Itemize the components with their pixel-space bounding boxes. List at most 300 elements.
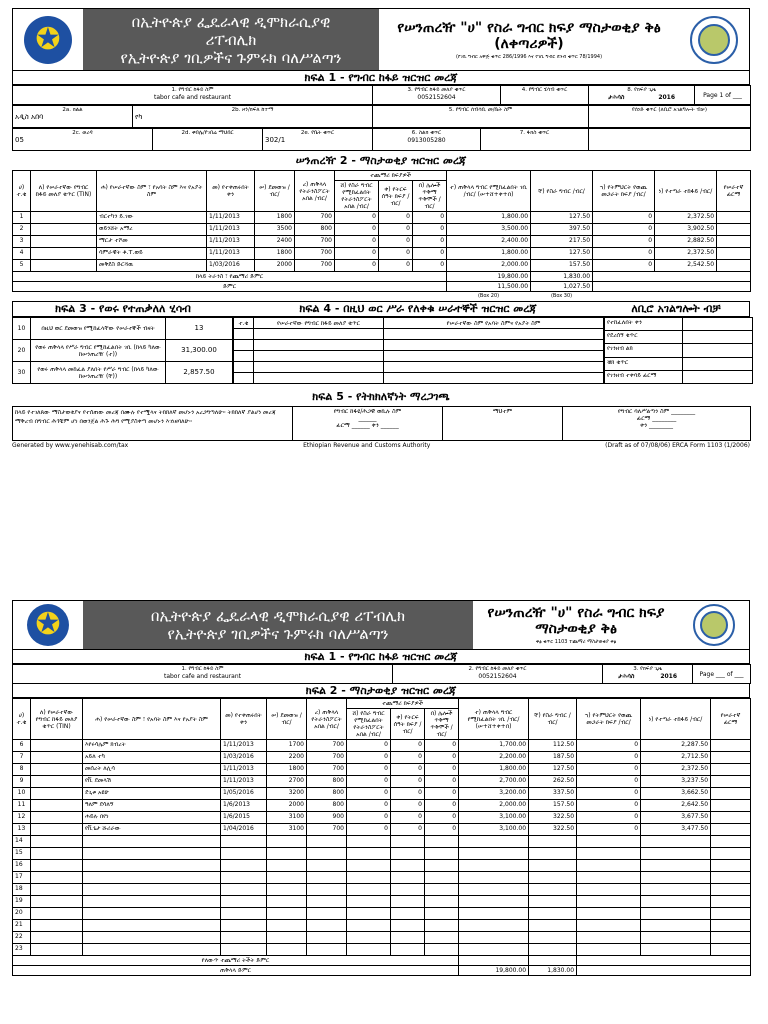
employee-signature[interactable]: [711, 896, 751, 908]
hire-date: 1/05/2016: [221, 788, 267, 800]
taxable-transport: 0: [347, 800, 391, 812]
employee-tin[interactable]: [31, 848, 83, 860]
taxpayer-name-field[interactable]: tabor cafe and restaurant: [153, 94, 232, 101]
employee-signature[interactable]: [717, 260, 751, 272]
overtime[interactable]: [391, 896, 425, 908]
transport-allowance[interactable]: [307, 836, 347, 848]
other-benefits[interactable]: [425, 848, 459, 860]
salary[interactable]: [267, 884, 307, 896]
zone-field[interactable]: የካ: [135, 113, 143, 121]
officer-name-label: የግብር ባለሥልጣን ስም: [617, 408, 670, 415]
employee-name[interactable]: [83, 932, 221, 944]
col-header-tax: ቸ) የስራ ግብር /ብር/: [531, 171, 593, 212]
employee-name[interactable]: [83, 896, 221, 908]
transport-allowance[interactable]: [307, 908, 347, 920]
salary: 3500: [255, 224, 295, 236]
taxpayer-name-field[interactable]: tabor cafe and restaurant: [163, 673, 242, 680]
income-tax[interactable]: [529, 920, 577, 932]
salary[interactable]: [267, 848, 307, 860]
transport-allowance[interactable]: [307, 896, 347, 908]
cost-sharing[interactable]: [577, 836, 641, 848]
summary-rows: [13, 318, 233, 384]
income-tax: 187.50: [529, 752, 577, 764]
taxable-transport[interactable]: [347, 908, 391, 920]
salary: 2700: [267, 776, 307, 788]
table-row: [13, 248, 751, 260]
cost-sharing[interactable]: [577, 932, 641, 944]
period-month-field[interactable]: ታሕሳስ: [607, 94, 625, 101]
income-tax[interactable]: [529, 860, 577, 872]
overtime[interactable]: [391, 860, 425, 872]
cost-sharing[interactable]: [577, 872, 641, 884]
overtime[interactable]: [391, 884, 425, 896]
overtime[interactable]: [391, 848, 425, 860]
employee-tin[interactable]: [31, 920, 83, 932]
employee-signature[interactable]: [717, 236, 751, 248]
house-number-field[interactable]: 302/1: [265, 136, 286, 144]
net-pay[interactable]: [641, 944, 711, 956]
net-pay: 2,372.50: [655, 248, 717, 260]
transport-allowance: 700: [307, 740, 347, 752]
row-number: 4: [13, 248, 31, 260]
page-footer: [12, 441, 750, 450]
row-number: 18: [13, 884, 31, 896]
employee-tin[interactable]: [31, 884, 83, 896]
hire-date[interactable]: [221, 860, 267, 872]
taxable-income[interactable]: [459, 884, 529, 896]
taxable-transport[interactable]: [347, 872, 391, 884]
overtime[interactable]: [391, 872, 425, 884]
employee-name: የቪጌታ ሹሪራው: [83, 824, 221, 836]
net-pay: 2,287.50: [641, 740, 711, 752]
employee-tin[interactable]: [31, 872, 83, 884]
salary: 1700: [267, 740, 307, 752]
income-tax: 262.50: [529, 776, 577, 788]
document-number-label: የሰነድ ቁጥር (ለቢሮ አገልግሎት ብቻ): [631, 107, 707, 113]
taxpayer-name-label: 1. የግብር ከፋይ ስም: [181, 666, 224, 672]
employee-signature[interactable]: [711, 920, 751, 932]
taxable-transport[interactable]: [347, 836, 391, 848]
col-header-net-pay: ነ) የተጣራ ተከፋይ /ብር/: [641, 699, 711, 740]
overtime[interactable]: [391, 944, 425, 956]
taxable-transport[interactable]: [347, 848, 391, 860]
tin-field[interactable]: 0052152604: [478, 673, 517, 680]
transport-allowance: 700: [295, 260, 335, 272]
income-tax: 322.50: [529, 812, 577, 824]
taxable-income: 3,100.00: [459, 812, 529, 824]
employee-tin[interactable]: [31, 836, 83, 848]
col-header-signature: የሠራተኛ ፊርማ: [711, 699, 751, 740]
cost-sharing[interactable]: [577, 944, 641, 956]
kebele-label: 2d. ቀበሌ/የገበሬ ማህበር: [181, 130, 234, 136]
income-tax[interactable]: [529, 836, 577, 848]
income-tax[interactable]: [529, 884, 577, 896]
salary: 3100: [267, 824, 307, 836]
taxable-income[interactable]: [459, 920, 529, 932]
salary: 1800: [255, 248, 295, 260]
row-number: 3: [13, 236, 31, 248]
employee-signature[interactable]: [711, 944, 751, 956]
office-field-value[interactable]: [683, 318, 753, 331]
erca-seal-logo: [679, 601, 749, 649]
employee-signature[interactable]: [711, 872, 751, 884]
income-tax[interactable]: [529, 944, 577, 956]
salary[interactable]: [267, 896, 307, 908]
salary[interactable]: [267, 860, 307, 872]
net-pay: 3,902.50: [655, 224, 717, 236]
row-number: 19: [13, 896, 31, 908]
net-pay[interactable]: [641, 836, 711, 848]
summary-value[interactable]: 13: [166, 318, 233, 340]
employee-tin: [31, 800, 83, 812]
row-number: 11: [13, 800, 31, 812]
empty-table-row: [13, 932, 751, 944]
other-benefits: 0: [413, 236, 447, 248]
salary[interactable]: [267, 944, 307, 956]
income-tax[interactable]: [529, 932, 577, 944]
employee-name: ሐይሉ በየነ: [83, 812, 221, 824]
hire-date: 1/6/2013: [221, 800, 267, 812]
employee-signature[interactable]: [711, 884, 751, 896]
form-title: የሠንጠረዥ "ሀ" የስራ ግብር ክፍያ ማስታወቂያ ቅፅ: [487, 605, 665, 637]
cost-sharing: 0: [577, 788, 641, 800]
other-benefits[interactable]: [425, 884, 459, 896]
taxable-income[interactable]: [459, 836, 529, 848]
transport-allowance[interactable]: [307, 884, 347, 896]
other-benefits[interactable]: [425, 920, 459, 932]
employee-tin: [31, 248, 97, 260]
left-col-tin: የሠራተኛው የግብር ከፋይ መለያ ቁጥር: [254, 318, 384, 329]
row-number: 5: [13, 260, 31, 272]
row-number: 1: [13, 212, 31, 224]
cost-sharing: 0: [577, 800, 641, 812]
salary: 2000: [255, 260, 295, 272]
section-1-title: ክፍል 1 - የግብር ከፋይ ዝርዝር መረጃ: [12, 71, 750, 85]
declarant-signature-label: ፊርማ: [336, 422, 350, 429]
employee-tin[interactable]: [31, 860, 83, 872]
taxable-transport: 0: [347, 740, 391, 752]
tin-field[interactable]: 0052152604: [417, 94, 456, 101]
hire-date: 1/6/2015: [221, 812, 267, 824]
transport-allowance: 800: [307, 800, 347, 812]
summary-value[interactable]: 2,857.50: [166, 362, 233, 384]
net-pay[interactable]: [641, 908, 711, 920]
taxable-income[interactable]: [459, 908, 529, 920]
col-header-tin: ለ) የሠራተኛው የግብር ከፋይ መለያ ቁጥር (TIN): [31, 699, 83, 740]
other-benefits[interactable]: [425, 944, 459, 956]
income-tax[interactable]: [529, 848, 577, 860]
cost-sharing: 0: [577, 740, 641, 752]
other-benefits[interactable]: [425, 860, 459, 872]
net-pay[interactable]: [641, 848, 711, 860]
payment-period-label: 3. የክፍያ ጊዜ: [633, 666, 662, 672]
employee-signature[interactable]: [711, 800, 751, 812]
income-tax: 157.50: [531, 260, 593, 272]
employee-tin: [31, 212, 97, 224]
hire-date[interactable]: [221, 920, 267, 932]
other-benefits[interactable]: [425, 932, 459, 944]
taxable-income: 1,700.00: [459, 740, 529, 752]
hire-date[interactable]: [221, 932, 267, 944]
employee-name[interactable]: [83, 860, 221, 872]
summary-value[interactable]: 31,300.00: [166, 340, 233, 362]
erca-seal-logo: [679, 9, 749, 70]
hire-date[interactable]: [221, 884, 267, 896]
net-pay[interactable]: [641, 920, 711, 932]
net-pay: 2,372.50: [655, 212, 717, 224]
col-header-tin: ለ) የሠራተኛው የግብር ከፋይ መለያ ቁጥር (TIN): [31, 171, 97, 212]
salary[interactable]: [267, 920, 307, 932]
cost-sharing[interactable]: [577, 920, 641, 932]
employee-signature[interactable]: [717, 248, 751, 260]
taxable-income[interactable]: [459, 932, 529, 944]
col-header-taxable-income: ተ) ጠቅላላ ግብር የሚከፈልበት ገቢ /ብር/ (ሠ+ሸ+ቀ+በ): [447, 171, 531, 212]
cost-sharing: 0: [577, 776, 641, 788]
table-row: [13, 764, 751, 776]
row-number: 10: [13, 788, 31, 800]
empty-table-row: [13, 896, 751, 908]
cost-sharing[interactable]: [577, 896, 641, 908]
hire-date[interactable]: [221, 944, 267, 956]
employee-tin[interactable]: [31, 908, 83, 920]
cost-sharing[interactable]: [577, 884, 641, 896]
salary[interactable]: [267, 908, 307, 920]
left-employees-table: [233, 317, 604, 384]
employee-signature[interactable]: [711, 824, 751, 836]
taxable-transport[interactable]: [347, 944, 391, 956]
other-benefits[interactable]: [425, 836, 459, 848]
transport-allowance: 700: [307, 752, 347, 764]
employee-signature[interactable]: [711, 932, 751, 944]
taxable-income: 1,800.00: [447, 212, 531, 224]
overtime[interactable]: [391, 920, 425, 932]
region-field[interactable]: አዲስ አበባ: [15, 113, 44, 121]
taxable-transport: 0: [347, 824, 391, 836]
taxable-transport[interactable]: [347, 884, 391, 896]
employee-signature[interactable]: [711, 740, 751, 752]
table-row: [13, 812, 751, 824]
section-4-title: ክፍል 4 - በዚህ ወር ሥራ የለቀቁ ሠራተኞች ዝርዝር መረጃ: [299, 302, 537, 315]
cost-sharing[interactable]: [577, 860, 641, 872]
row-number: 20: [13, 908, 31, 920]
employee-name[interactable]: [83, 920, 221, 932]
other-benefits: 0: [425, 776, 459, 788]
section-3-4-titles: [12, 301, 750, 317]
net-pay[interactable]: [641, 860, 711, 872]
employee-signature[interactable]: [717, 212, 751, 224]
row-number: 13: [13, 824, 31, 836]
period-year-field[interactable]: 2016: [660, 673, 678, 680]
government-title-p2: [83, 601, 473, 649]
employee-signature[interactable]: [711, 860, 751, 872]
hire-date[interactable]: [221, 836, 267, 848]
employee-name: ደጊቱ አዩሁ: [83, 788, 221, 800]
monthly-summary-table: [12, 317, 233, 384]
taxable-transport[interactable]: [347, 860, 391, 872]
form-header: [12, 8, 750, 71]
employee-signature[interactable]: [711, 788, 751, 800]
hire-date: 1/11/2013: [207, 212, 255, 224]
income-tax[interactable]: [529, 908, 577, 920]
page-number: Page 1 of ___: [695, 86, 751, 105]
period-month-field[interactable]: ታሕሳስ: [617, 673, 635, 680]
hire-date[interactable]: [221, 848, 267, 860]
income-tax[interactable]: [529, 872, 577, 884]
transport-allowance[interactable]: [307, 920, 347, 932]
office-field-value[interactable]: [683, 357, 753, 370]
row-number: 23: [13, 944, 31, 956]
woreda-field[interactable]: 05: [15, 136, 24, 144]
region-label: 2a. ክልል: [62, 107, 83, 113]
hire-date[interactable]: [221, 908, 267, 920]
tax-account-field[interactable]: [503, 94, 586, 101]
employee-name: መሰረት ለሊሳ: [83, 764, 221, 776]
employee-signature[interactable]: [717, 224, 751, 236]
section-3-title: ክፍል 3 - የወሩ የተጠቃለለ ሂሳብ: [55, 302, 191, 315]
net-pay[interactable]: [641, 896, 711, 908]
employee-signature[interactable]: [711, 764, 751, 776]
taxable-transport[interactable]: [347, 920, 391, 932]
transport-allowance[interactable]: [307, 860, 347, 872]
p2-total-tax: 1,830.00: [529, 966, 577, 976]
income-tax: 337.50: [529, 788, 577, 800]
employee-tin: [31, 812, 83, 824]
transport-allowance[interactable]: [307, 932, 347, 944]
cost-sharing[interactable]: [577, 848, 641, 860]
income-tax[interactable]: [529, 896, 577, 908]
salary[interactable]: [267, 872, 307, 884]
net-pay[interactable]: [641, 932, 711, 944]
col-header-taxable-income: ተ) ጠቅላላ ግብር የሚከፈልበት ገቢ /ብር/ (ሠ+ሸ+ቀ+በ): [459, 699, 529, 740]
taxable-income[interactable]: [459, 848, 529, 860]
overtime: 0: [379, 248, 413, 260]
transport-allowance[interactable]: [307, 848, 347, 860]
employee-name[interactable]: [83, 836, 221, 848]
employee-signature[interactable]: [711, 752, 751, 764]
cost-sharing: 0: [593, 224, 655, 236]
overtime[interactable]: [391, 908, 425, 920]
taxable-transport: 0: [347, 752, 391, 764]
net-pay[interactable]: [641, 872, 711, 884]
phone-field[interactable]: 0913005280: [407, 137, 446, 144]
hire-date[interactable]: [221, 872, 267, 884]
footer-draft: (Draft as of 07/08/06) ERCA Form 1103 (1/2006): [605, 442, 750, 449]
hire-date: 1/11/2013: [207, 248, 255, 260]
office-field-value[interactable]: [683, 331, 753, 344]
declaration-table: ከላይ የተገለጸው ማስታወቂያና የተሰጠው መረጃ በሙሉ የተሟላና ትክክለኛ መሆኑን አረጋግጣለሁ። ትክክለኛ ያልሆነ መረጃ ማቅረብ በግብር ሕጎቹም ሆነ በወንጀል ሕጉ ሕግ የሚያስቀጣ መሆኑን እገነዘባለሁ። የግብር ከፋዩ/ሕጋዊ ወኪሉ ስም ______ ፊርማ ______ ቀን ______ ማህተም የግብር ባለሥልጣን ስም ________ ፊርማ ________ ቀን ________: [12, 406, 751, 441]
col-header-no: ሀ) ተ.ቁ: [13, 699, 31, 740]
subtotal-label: ከላይ ትራንስ ፣ የጨማሪ ድምር: [13, 272, 447, 282]
employee-signature[interactable]: [711, 836, 751, 848]
col-header-salary: ሠ) ደመወዝ /ብር/: [255, 171, 295, 212]
taxpayer-info-table: [12, 85, 751, 105]
employee-name[interactable]: [83, 848, 221, 860]
summary-label: የወሩ ጠቅላላ የሥራ ግብር የሚከፈልበት ገቢ (ከላይ ካለው ከሠንጠረዥ (ተ)): [31, 340, 166, 362]
phone-label: 6. ስልክ ቁጥር: [411, 130, 442, 136]
overtime: 0: [379, 212, 413, 224]
office-row: [605, 318, 753, 331]
period-year-field[interactable]: 2016: [658, 94, 676, 101]
office-row: [605, 344, 753, 357]
taxable-transport[interactable]: [347, 896, 391, 908]
employee-tin[interactable]: [31, 944, 83, 956]
taxpayer-address-table: [12, 105, 751, 128]
other-benefits[interactable]: [425, 872, 459, 884]
taxable-transport: 0: [347, 812, 391, 824]
form-reference: ቅፅ ቁጥር 1103 ተጨማሪ ማስታወቂያ ቅፅ: [535, 639, 617, 645]
col-header-net-pay: ነ) የተጣራ ተከፋይ /ብር/: [655, 171, 717, 212]
employee-name[interactable]: [83, 908, 221, 920]
taxable-transport: 0: [347, 776, 391, 788]
hire-date[interactable]: [221, 896, 267, 908]
overtime[interactable]: [391, 932, 425, 944]
taxable-income: 3,500.00: [447, 224, 531, 236]
employee-name: ዓለም ደሳለኝ: [83, 800, 221, 812]
overtime[interactable]: [391, 836, 425, 848]
taxable-income: 1,800.00: [447, 248, 531, 260]
other-benefits: 0: [413, 224, 447, 236]
table-row: [13, 224, 751, 236]
taxable-income[interactable]: [459, 896, 529, 908]
employee-tin: [31, 260, 97, 272]
other-benefits: 0: [413, 260, 447, 272]
office-field-value[interactable]: [683, 370, 753, 383]
ethiopia-emblem-logo: ✪: [13, 601, 83, 649]
employee-name[interactable]: [83, 884, 221, 896]
cost-sharing[interactable]: [577, 908, 641, 920]
taxable-income[interactable]: [459, 944, 529, 956]
other-benefits: 0: [425, 800, 459, 812]
subtotal-tax: 1,830.00: [531, 272, 593, 282]
form-title-block-p2: [473, 601, 679, 649]
salary[interactable]: [267, 932, 307, 944]
taxable-income[interactable]: [459, 860, 529, 872]
col-header-cost-sharing: ኀ) የትምህርት የወጪ መጋራት ክፍያ /ብር/: [593, 171, 655, 212]
tin-label: 3. የግብር ከፋይ መለያ ቁጥር: [407, 87, 466, 93]
other-benefits[interactable]: [425, 908, 459, 920]
row-number: 12: [13, 812, 31, 824]
employee-name[interactable]: [83, 944, 221, 956]
transport-allowance[interactable]: [307, 872, 347, 884]
employee-signature[interactable]: [711, 908, 751, 920]
salary: 2200: [267, 752, 307, 764]
taxable-transport: 0: [335, 224, 379, 236]
section-3-4-body: [12, 317, 750, 384]
office-row: [605, 331, 753, 344]
taxable-transport[interactable]: [347, 932, 391, 944]
net-pay[interactable]: [641, 884, 711, 896]
taxable-income: 2,000.00: [459, 800, 529, 812]
employee-signature[interactable]: [711, 812, 751, 824]
row-number: 16: [13, 860, 31, 872]
summary-label: የወሩ ጠቅላላ መከፈል ያለበት የሥራ ግብር (ከላይ ካለው ከሠንጠረዥ (ቸ)): [31, 362, 166, 384]
other-benefits[interactable]: [425, 896, 459, 908]
col-header-name: ሐ) የሠራተኛው ስም ፣ የአባት ስም እና የአያት ስም: [97, 171, 207, 212]
office-field-value[interactable]: [683, 344, 753, 357]
employee-tin[interactable]: [31, 896, 83, 908]
salary[interactable]: [267, 836, 307, 848]
employee-tin[interactable]: [31, 932, 83, 944]
taxable-income[interactable]: [459, 872, 529, 884]
employee-signature[interactable]: [711, 776, 751, 788]
hire-date: 1/11/2013: [221, 776, 267, 788]
employee-signature[interactable]: [711, 848, 751, 860]
transport-allowance[interactable]: [307, 944, 347, 956]
other-benefits: 0: [425, 752, 459, 764]
employee-rows-p1: [13, 212, 751, 272]
employee-name[interactable]: [83, 872, 221, 884]
employee-name: እየሩሳሌም ክብረት: [83, 740, 221, 752]
